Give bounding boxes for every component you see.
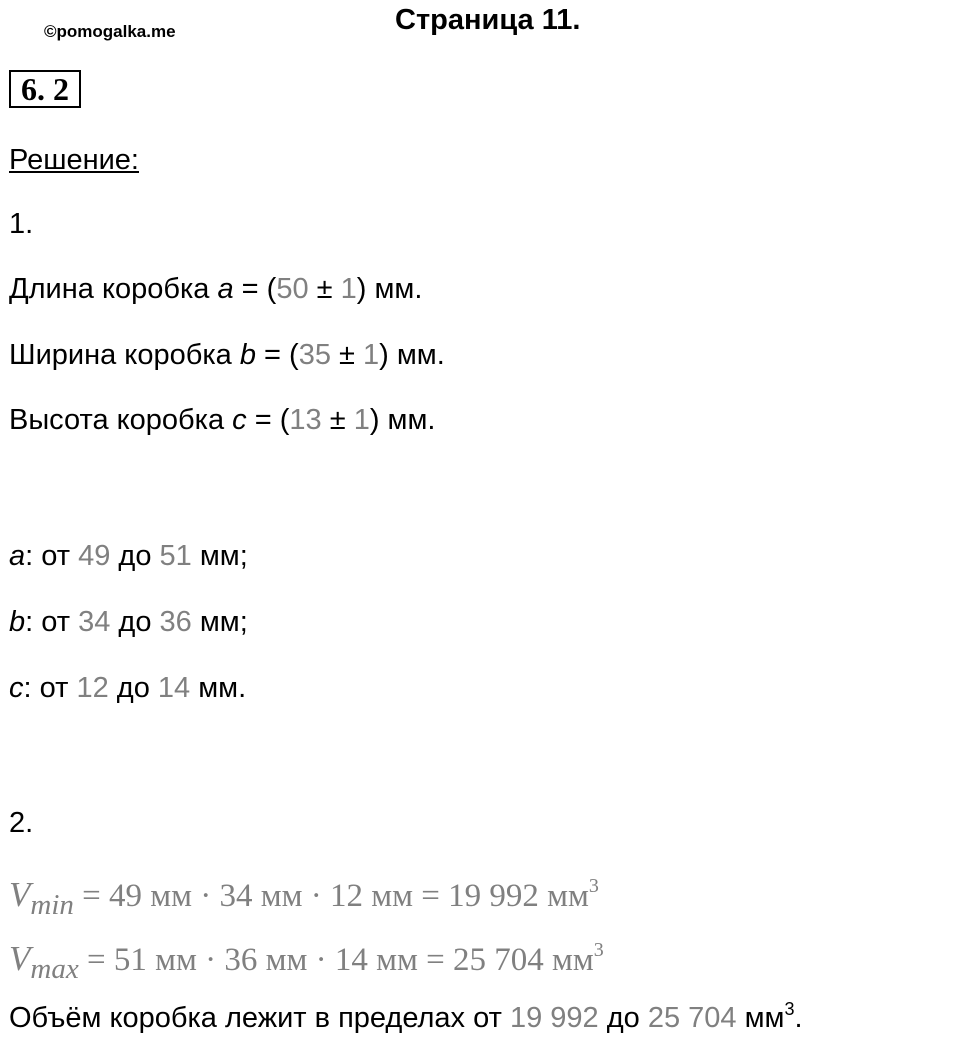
range-line-b <box>9 604 248 640</box>
dimension-prefix: Ширина коробка <box>9 339 240 371</box>
to-word: до <box>108 672 158 704</box>
variable: b <box>239 339 256 371</box>
error-value: 1 <box>353 404 370 436</box>
volume-symbol: V <box>9 875 31 914</box>
step-2-label: 2. <box>9 807 34 839</box>
unit: мм <box>736 1002 785 1034</box>
variable: a <box>217 273 234 305</box>
watermark: ©pomogalka.me <box>44 22 176 41</box>
plus-minus: ± <box>308 273 341 305</box>
formula-v-min <box>9 866 599 925</box>
step-1-label: 1. <box>9 208 34 240</box>
conclusion-text: до <box>598 1002 648 1034</box>
subscript: max <box>30 953 79 985</box>
range-max: 51 <box>159 540 192 572</box>
plus-minus: ± <box>330 339 363 371</box>
range-line-a <box>9 538 248 574</box>
superscript: 3 <box>593 939 604 961</box>
variable: b <box>9 606 26 638</box>
formula-v-max <box>9 930 604 989</box>
to-word: до <box>110 606 160 638</box>
formula-expression: = 49 мм · 34 мм · 12 мм = 19 992 мм <box>73 878 589 914</box>
plus-minus: ± <box>321 404 354 436</box>
range-min: 12 <box>76 672 109 704</box>
dimension-line-height <box>9 402 435 438</box>
superscript: 3 <box>588 875 599 897</box>
error-value: 1 <box>340 273 357 305</box>
equals: = ( <box>255 339 299 371</box>
unit: мм; <box>191 606 248 638</box>
conclusion-text: Объём коробка лежит в пределах от <box>9 1002 510 1034</box>
range-min: 34 <box>78 606 111 638</box>
conclusion <box>9 1000 803 1036</box>
volume-max: 25 704 <box>647 1002 737 1034</box>
dimension-line-width <box>9 337 445 373</box>
superscript: 3 <box>784 999 795 1019</box>
range-min: 49 <box>78 540 111 572</box>
variable: a <box>9 540 26 572</box>
from-word: : от <box>25 540 79 572</box>
equals: = ( <box>246 404 290 436</box>
unit: ) мм. <box>379 339 445 371</box>
solution-heading: Решение: <box>9 144 139 176</box>
range-max: 36 <box>159 606 192 638</box>
page-title: Страница 11. <box>395 4 581 36</box>
error-value: 1 <box>362 339 380 371</box>
period: . <box>794 1002 803 1034</box>
dimension-prefix: Длина коробка <box>9 273 218 305</box>
variable: c <box>9 672 24 704</box>
unit: мм; <box>191 540 248 572</box>
from-word: : от <box>23 672 77 704</box>
nominal-value: 13 <box>289 404 322 436</box>
equals: = ( <box>233 273 277 305</box>
range-line-c <box>9 670 246 706</box>
task-number-box: 6. 2 <box>9 70 81 108</box>
from-word: : от <box>25 606 79 638</box>
variable: c <box>232 404 247 436</box>
subscript: min <box>30 889 74 921</box>
unit: ) мм. <box>356 273 423 305</box>
dimension-prefix: Высота коробка <box>9 404 233 436</box>
dimension-line-length <box>9 271 422 307</box>
formula-expression: = 51 мм · 36 мм · 14 мм = 25 704 мм <box>78 942 594 978</box>
unit: мм. <box>190 672 247 704</box>
range-max: 14 <box>157 672 191 704</box>
nominal-value: 35 <box>298 339 331 371</box>
unit: ) мм. <box>369 404 436 436</box>
volume-min: 19 992 <box>509 1002 599 1034</box>
volume-symbol: V <box>9 939 31 978</box>
to-word: до <box>110 540 160 572</box>
nominal-value: 50 <box>276 273 309 305</box>
